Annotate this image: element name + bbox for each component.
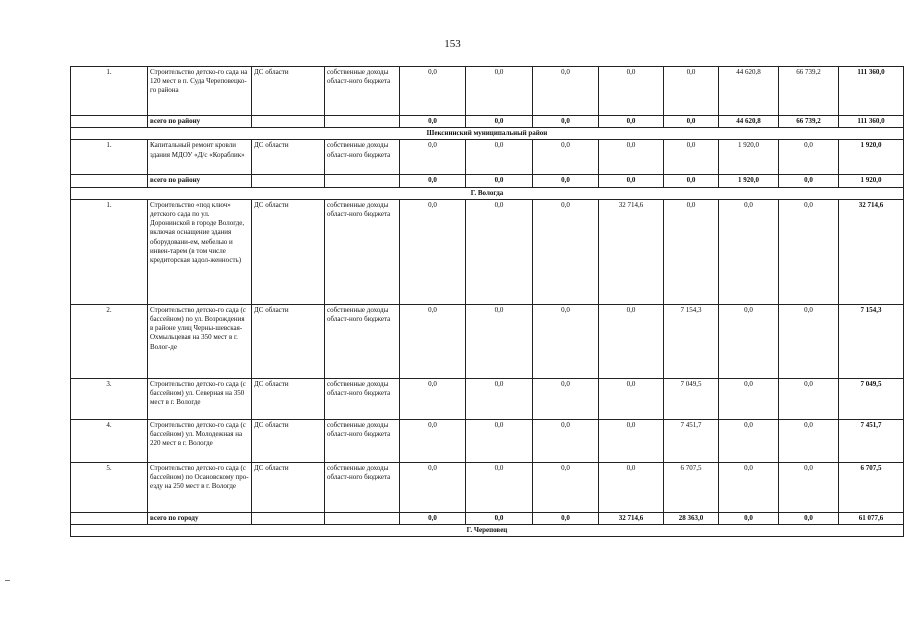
row-number: 3. [71, 378, 148, 419]
year-value: 0,0 [400, 462, 466, 512]
summary-value: 1 920,0 [719, 175, 779, 187]
year-value: 44 620,8 [719, 67, 779, 116]
summary-spacer [325, 512, 400, 524]
organization: ДС области [252, 378, 325, 419]
section-heading: Шекснинский муниципальный район [71, 128, 904, 140]
summary-value: 0,0 [664, 116, 719, 128]
organization: ДС области [252, 140, 325, 175]
total-value: 32 714,6 [839, 199, 904, 304]
summary-label: всего по городу [148, 512, 252, 524]
year-value: 0,0 [599, 304, 664, 378]
year-value: 0,0 [719, 304, 779, 378]
year-value: 0,0 [599, 67, 664, 116]
year-value: 0,0 [599, 462, 664, 512]
summary-value: 0,0 [466, 512, 533, 524]
year-value: 0,0 [400, 67, 466, 116]
summary-value: 0,0 [599, 175, 664, 187]
section-row [71, 187, 904, 199]
funding-source: собственные доходы област-ного бюджета [325, 67, 400, 116]
year-value: 7 154,3 [664, 304, 719, 378]
table-row [71, 378, 904, 419]
project-name: Строительство детско-го сада на 120 мест в п. Суда Череповецко-го района [148, 67, 252, 116]
year-value: 0,0 [533, 462, 599, 512]
page-number: 153 [444, 38, 461, 50]
table-row [71, 67, 904, 116]
summary-spacer [71, 512, 148, 524]
year-value: 0,0 [719, 462, 779, 512]
summary-spacer [252, 116, 325, 128]
year-value: 7 049,5 [664, 378, 719, 419]
organization: ДС области [252, 199, 325, 304]
row-number: 4. [71, 419, 148, 462]
summary-value: 0,0 [466, 175, 533, 187]
organization: ДС области [252, 67, 325, 116]
funding-source: собственные доходы област-ного бюджета [325, 304, 400, 378]
year-value: 0,0 [533, 378, 599, 419]
year-value: 0,0 [400, 140, 466, 175]
year-value: 0,0 [400, 378, 466, 419]
margin-tick [5, 580, 10, 581]
summary-value: 0,0 [400, 512, 466, 524]
summary-spacer [252, 175, 325, 187]
summary-value: 0,0 [599, 116, 664, 128]
year-value: 0,0 [599, 140, 664, 175]
row-number: 2. [71, 304, 148, 378]
table-row [71, 140, 904, 175]
year-value: 0,0 [466, 67, 533, 116]
summary-value: 44 620,8 [719, 116, 779, 128]
year-value: 0,0 [533, 140, 599, 175]
year-value: 0,0 [779, 140, 839, 175]
summary-value: 0,0 [533, 175, 599, 187]
year-value: 0,0 [779, 304, 839, 378]
funding-source: собственные доходы област-ного бюджета [325, 140, 400, 175]
section-heading: Г. Вологда [71, 187, 904, 199]
year-value: 0,0 [664, 199, 719, 304]
year-value: 0,0 [664, 140, 719, 175]
row-number: 1. [71, 199, 148, 304]
year-value: 0,0 [719, 199, 779, 304]
table-row [71, 419, 904, 462]
year-value: 0,0 [466, 199, 533, 304]
organization: ДС области [252, 304, 325, 378]
section-row [71, 525, 904, 537]
total-value: 7 451,7 [839, 419, 904, 462]
year-value: 0,0 [779, 199, 839, 304]
year-value: 0,0 [466, 140, 533, 175]
funding-source: собственные доходы област-ного бюджета [325, 378, 400, 419]
section-heading: Г. Череповец [71, 525, 904, 537]
year-value: 0,0 [533, 304, 599, 378]
project-name: Строительство «под ключ» детского сада по ул. Доронинской в городе Вологде, включая оснащение здания оборудовани-ем, мебелью и инвен-тарем (в том числе кредиторская задол-женность) [148, 199, 252, 304]
summary-value: 32 714,6 [599, 512, 664, 524]
summary-total: 1 920,0 [839, 175, 904, 187]
summary-spacer [252, 512, 325, 524]
funding-source: собственные доходы област-ного бюджета [325, 419, 400, 462]
year-value: 0,0 [599, 419, 664, 462]
total-value: 111 360,0 [839, 67, 904, 116]
table-row [71, 199, 904, 304]
year-value: 0,0 [400, 304, 466, 378]
table-row [71, 304, 904, 378]
project-name: Строительство детско-го сада (с бассейном) по Осановскому про-езду на 250 мест в г. Вологде [148, 462, 252, 512]
year-value: 0,0 [779, 378, 839, 419]
summary-spacer [71, 175, 148, 187]
year-value: 66 739,2 [779, 67, 839, 116]
year-value: 0,0 [466, 304, 533, 378]
summary-value: 28 363,0 [664, 512, 719, 524]
total-value: 1 920,0 [839, 140, 904, 175]
summary-spacer [325, 175, 400, 187]
year-value: 7 451,7 [664, 419, 719, 462]
year-value: 6 707,5 [664, 462, 719, 512]
summary-label: всего по району [148, 116, 252, 128]
summary-spacer [325, 116, 400, 128]
table-row [71, 462, 904, 512]
year-value: 0,0 [719, 378, 779, 419]
summary-spacer [71, 116, 148, 128]
year-value: 0,0 [466, 378, 533, 419]
year-value: 0,0 [466, 419, 533, 462]
project-name: Капитальный ремонт кровли здания МДОУ «Д/с «Кораблик» [148, 140, 252, 175]
year-value: 0,0 [533, 419, 599, 462]
project-name: Строительство детско-го сада (с бассейном) по ул. Возрождения в районе улиц Черны-шевская-Охмыльцевая на 350 мест в г. Волог-де [148, 304, 252, 378]
summary-value: 66 739,2 [779, 116, 839, 128]
funding-source: собственные доходы област-ного бюджета [325, 199, 400, 304]
summary-row [71, 116, 904, 128]
row-number: 1. [71, 67, 148, 116]
section-row [71, 128, 904, 140]
summary-value: 0,0 [533, 512, 599, 524]
year-value: 0,0 [466, 462, 533, 512]
year-value: 0,0 [533, 67, 599, 116]
total-value: 7 154,3 [839, 304, 904, 378]
summary-row [71, 175, 904, 187]
project-name: Строительство детско-го сада (с бассейном) ул. Северная на 350 мест в г. Вологде [148, 378, 252, 419]
summary-value: 0,0 [400, 116, 466, 128]
organization: ДС области [252, 419, 325, 462]
year-value: 0,0 [400, 419, 466, 462]
summary-total: 111 360,0 [839, 116, 904, 128]
summary-total: 61 077,6 [839, 512, 904, 524]
summary-value: 0,0 [466, 116, 533, 128]
year-value: 0,0 [533, 199, 599, 304]
organization: ДС области [252, 462, 325, 512]
year-value: 32 714,6 [599, 199, 664, 304]
summary-value: 0,0 [779, 175, 839, 187]
funding-source: собственные доходы област-ного бюджета [325, 462, 400, 512]
summary-label: всего по району [148, 175, 252, 187]
year-value: 0,0 [599, 378, 664, 419]
summary-value: 0,0 [664, 175, 719, 187]
row-number: 5. [71, 462, 148, 512]
row-number: 1. [71, 140, 148, 175]
summary-value: 0,0 [779, 512, 839, 524]
summary-value: 0,0 [400, 175, 466, 187]
total-value: 7 049,5 [839, 378, 904, 419]
total-value: 6 707,5 [839, 462, 904, 512]
summary-value: 0,0 [719, 512, 779, 524]
year-value: 0,0 [779, 419, 839, 462]
year-value: 0,0 [400, 199, 466, 304]
year-value: 0,0 [719, 419, 779, 462]
year-value: 0,0 [779, 462, 839, 512]
budget-table [70, 66, 904, 537]
year-value: 1 920,0 [719, 140, 779, 175]
summary-value: 0,0 [533, 116, 599, 128]
summary-row [71, 512, 904, 524]
project-name: Строительство детско-го сада (с бассейном) ул. Молодежная на 220 мест в г. Вологде [148, 419, 252, 462]
year-value: 0,0 [664, 67, 719, 116]
